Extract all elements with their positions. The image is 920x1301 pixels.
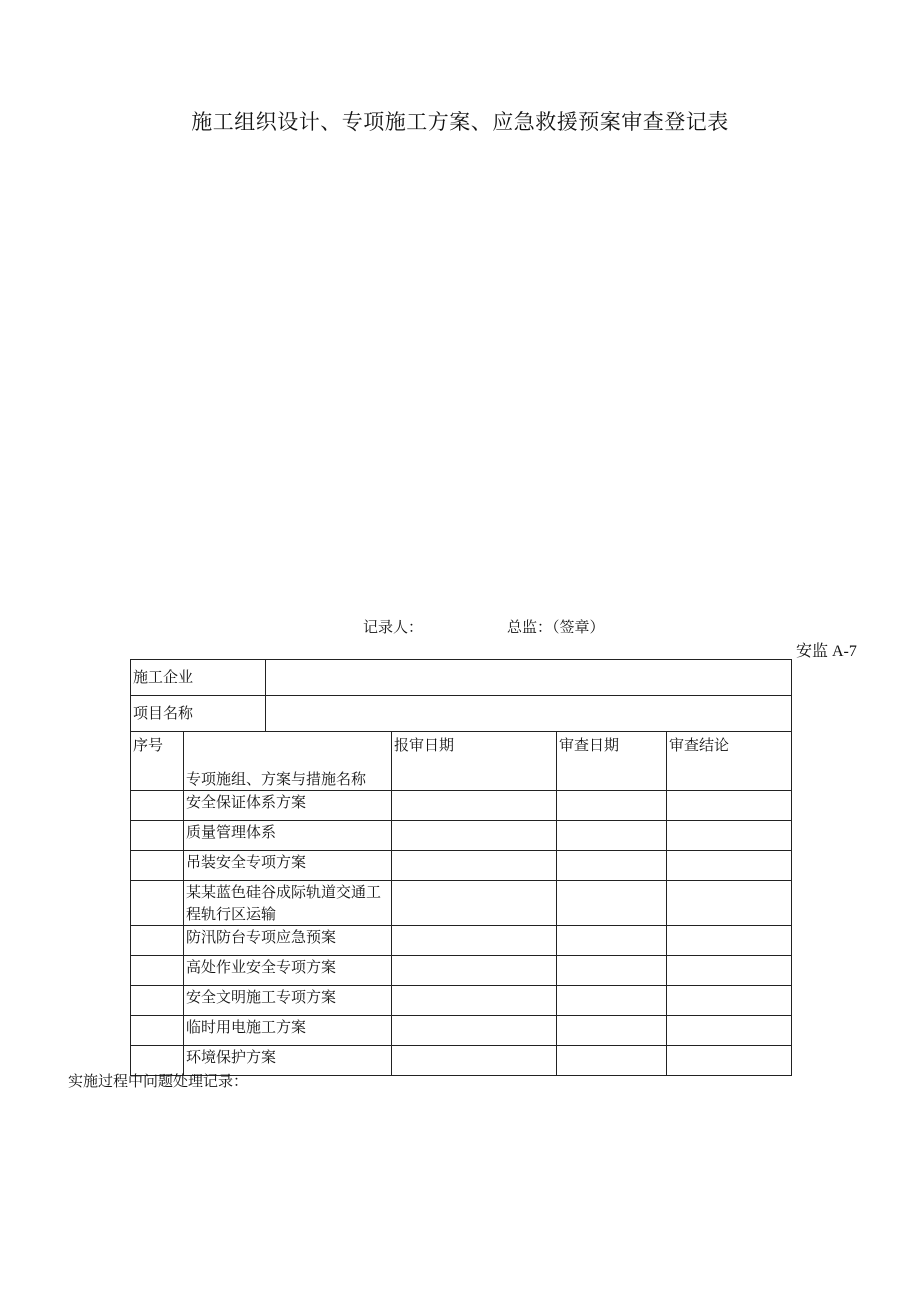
row-report-date xyxy=(392,881,557,926)
row-report-date xyxy=(392,986,557,1016)
row-conclusion xyxy=(667,1046,792,1076)
row-review-date xyxy=(557,1016,667,1046)
row-conclusion xyxy=(667,851,792,881)
row-report-date xyxy=(392,791,557,821)
row-seq xyxy=(131,956,184,986)
project-label: 项目名称 xyxy=(131,696,266,732)
row-name: 安全文明施工专项方案 xyxy=(184,986,392,1016)
row-name: 高处作业安全专项方案 xyxy=(184,956,392,986)
header-report-date-text: 报审日期 xyxy=(394,736,455,754)
row-name: 安全保证体系方案 xyxy=(184,791,392,821)
row-name: 吊装安全专项方案 xyxy=(184,851,392,881)
row-seq xyxy=(131,986,184,1016)
header-seq-text: 序号 xyxy=(133,736,164,754)
row-conclusion xyxy=(667,881,792,926)
row-review-date xyxy=(557,926,667,956)
form-code: 安监 A-7 xyxy=(796,643,857,660)
recorder-label: 记录人： xyxy=(363,618,424,636)
row-seq xyxy=(131,851,184,881)
row-report-date xyxy=(392,926,557,956)
row-conclusion xyxy=(667,956,792,986)
header-name xyxy=(184,732,392,791)
table-row xyxy=(131,821,792,851)
row-conclusion xyxy=(667,821,792,851)
row-name: 某某蓝色硅谷成际轨道交通工程轨行区运输 xyxy=(184,881,392,926)
header-report-date xyxy=(392,732,557,791)
document-title: 施工组织设计、专项施工方案、应急救援预案审查登记表 xyxy=(191,110,729,134)
footer-note: 实施过程中问题处理记录： xyxy=(68,1072,249,1090)
row-review-date xyxy=(557,821,667,851)
row-name: 防汛防台专项应急预案 xyxy=(184,926,392,956)
table-row xyxy=(131,926,792,956)
row-report-date xyxy=(392,1046,557,1076)
header-conclusion-text: 审查结论 xyxy=(669,736,730,754)
header-conclusion xyxy=(667,732,792,791)
row-review-date xyxy=(557,881,667,926)
row-conclusion xyxy=(667,926,792,956)
table-header-row xyxy=(131,732,792,791)
row-name: 环境保护方案 xyxy=(184,1046,392,1076)
row-report-date xyxy=(392,1016,557,1046)
row-conclusion xyxy=(667,986,792,1016)
table-row xyxy=(131,986,792,1016)
info-row-company xyxy=(131,660,792,696)
table-row xyxy=(131,956,792,986)
company-label: 施工企业 xyxy=(131,660,266,696)
row-seq xyxy=(131,881,184,926)
row-conclusion xyxy=(667,1016,792,1046)
header-review-date-text: 审查日期 xyxy=(559,736,620,754)
row-review-date xyxy=(557,956,667,986)
row-name: 临时用电施工方案 xyxy=(184,1016,392,1046)
row-report-date xyxy=(392,821,557,851)
row-seq xyxy=(131,1016,184,1046)
row-review-date xyxy=(557,986,667,1016)
header-review-date xyxy=(557,732,667,791)
table-row xyxy=(131,791,792,821)
director-signature-label: 总监：（签章） xyxy=(507,618,605,636)
row-seq xyxy=(131,926,184,956)
review-register-table xyxy=(130,659,792,1076)
row-report-date xyxy=(392,956,557,986)
row-report-date xyxy=(392,851,557,881)
project-value xyxy=(266,696,792,732)
row-name: 质量管理体系 xyxy=(184,821,392,851)
table-row xyxy=(131,881,792,926)
header-seq xyxy=(131,732,184,791)
row-seq xyxy=(131,791,184,821)
info-row-project xyxy=(131,696,792,732)
row-seq xyxy=(131,821,184,851)
row-review-date xyxy=(557,1046,667,1076)
row-review-date xyxy=(557,791,667,821)
table-row xyxy=(131,1016,792,1046)
header-name-text: 专项施组、方案与措施名称 xyxy=(186,770,367,788)
table-row xyxy=(131,851,792,881)
company-value xyxy=(266,660,792,696)
row-review-date xyxy=(557,851,667,881)
row-conclusion xyxy=(667,791,792,821)
